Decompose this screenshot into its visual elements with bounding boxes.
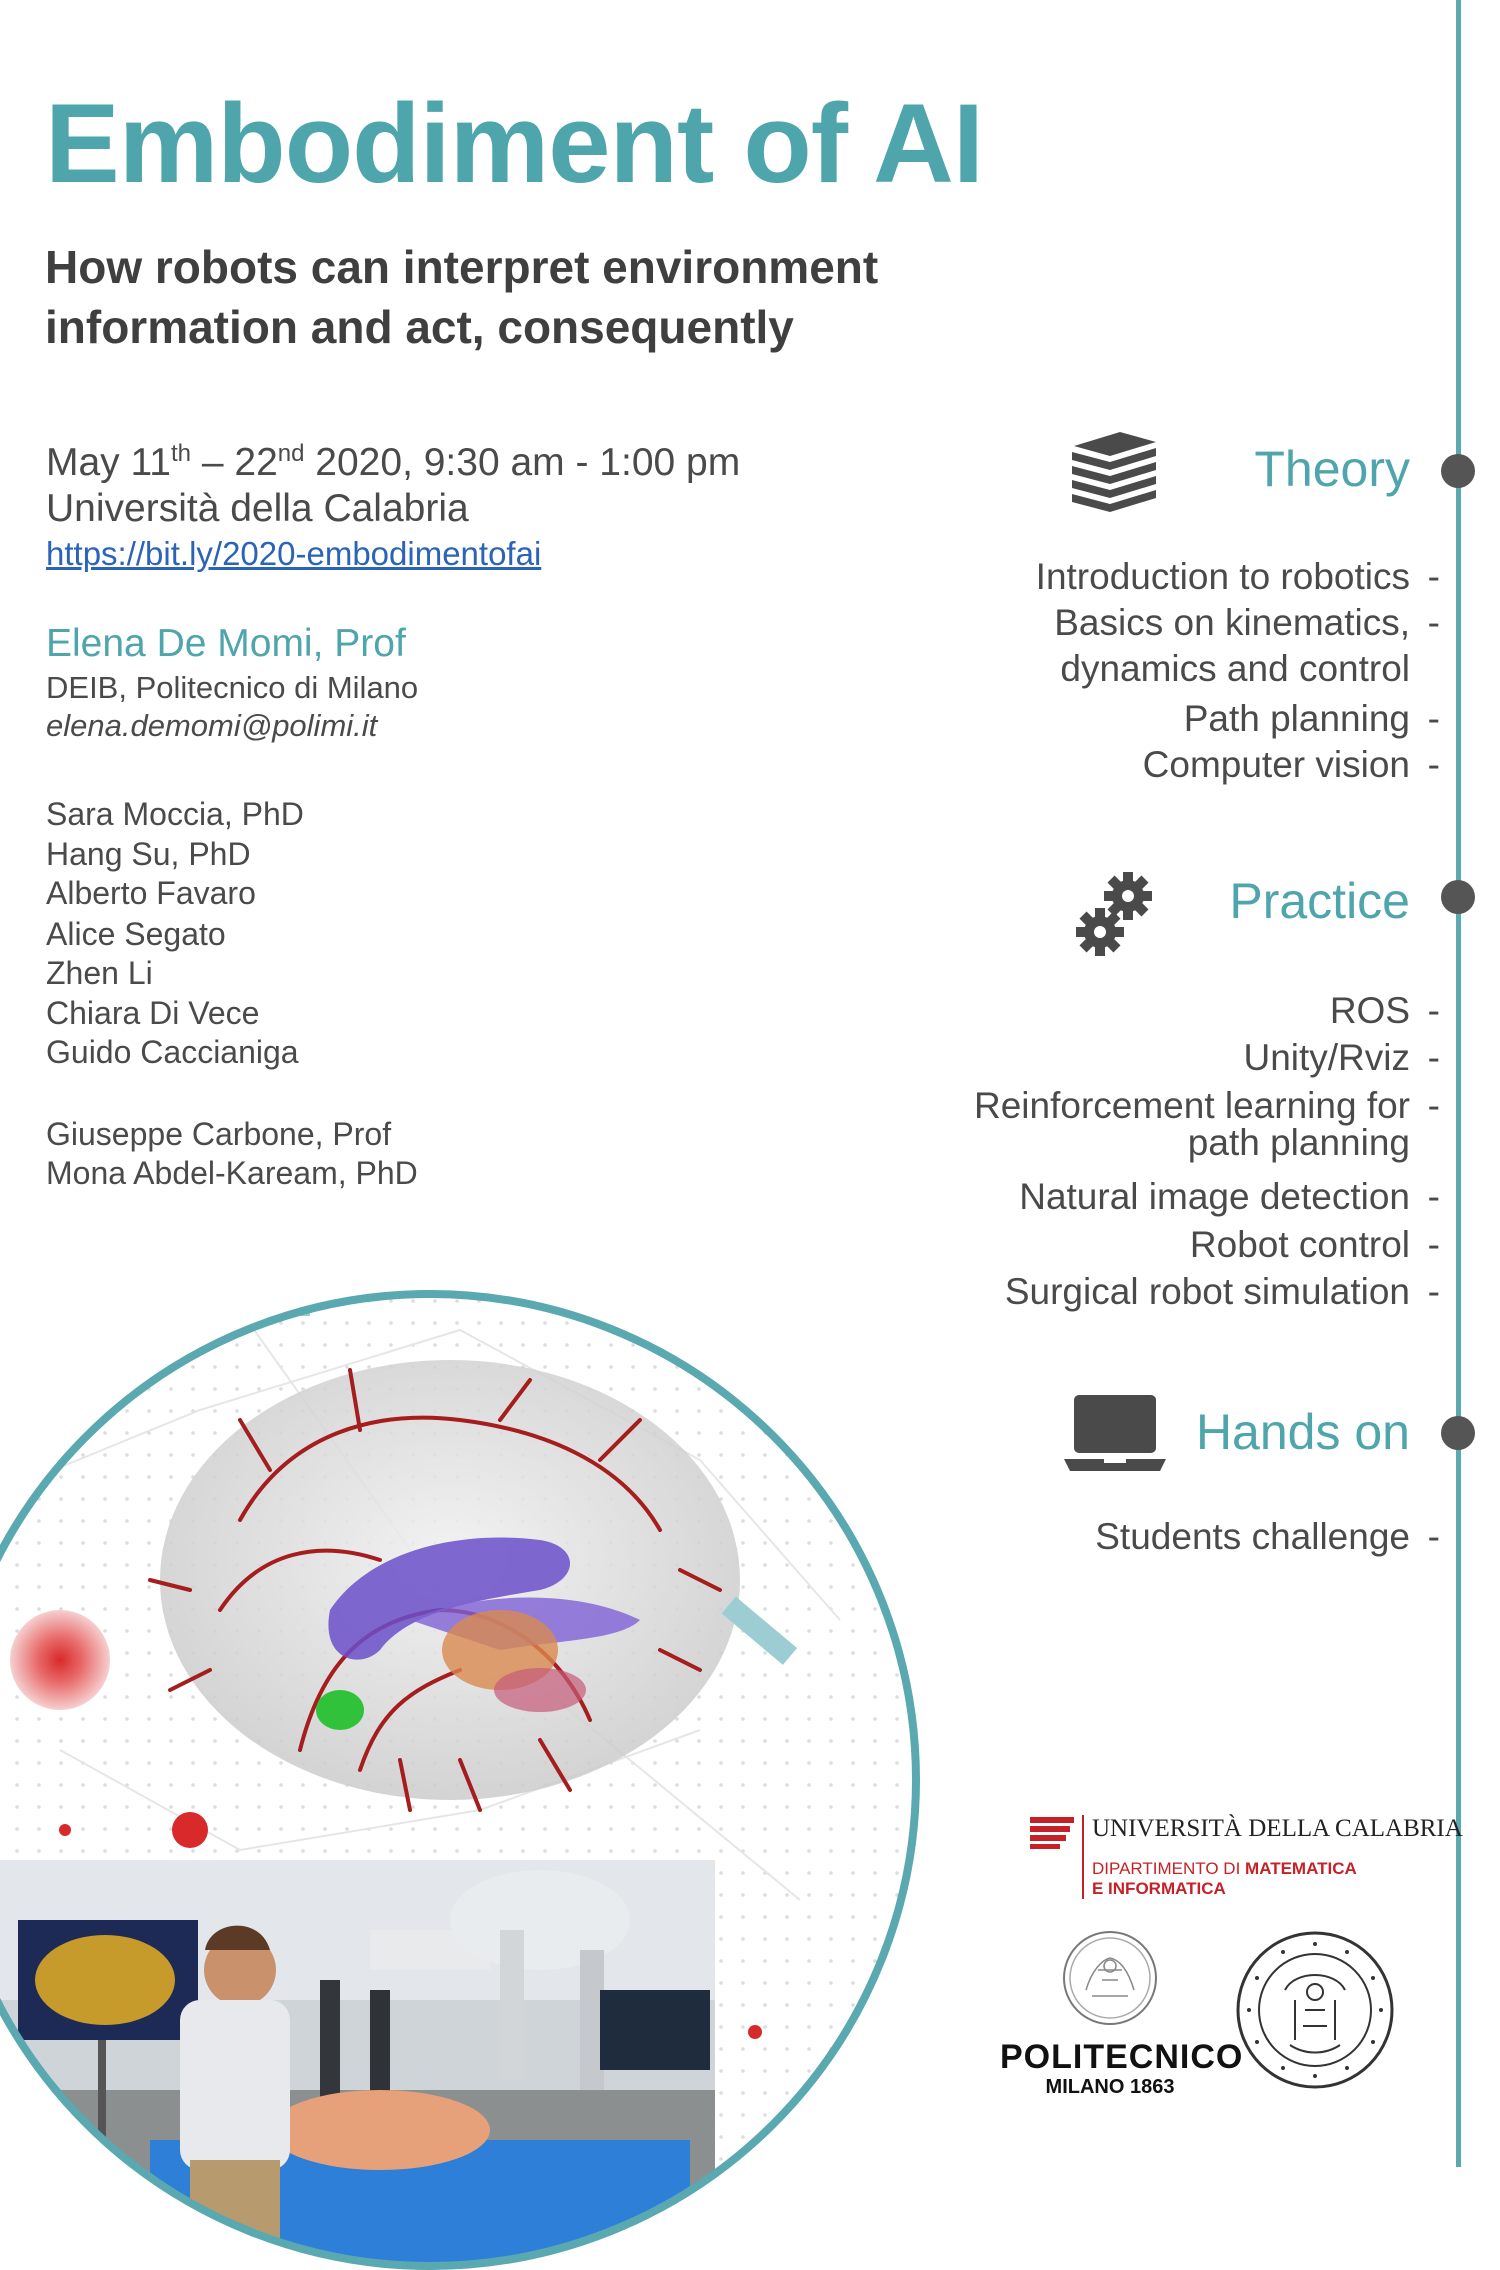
staff-member: Hang Su, PhD [46, 836, 251, 872]
practice-item: Natural image detection - [1019, 1176, 1440, 1217]
event-link[interactable]: https://bit.ly/2020-embodimentofai [46, 535, 542, 572]
staff-member: Chiara Di Vece [46, 995, 260, 1031]
practice-item: path planning [1187, 1122, 1410, 1163]
lab-photo [0, 1860, 715, 2270]
subtitle-line-1: How robots can interpret environment [45, 241, 879, 293]
theory-item: Basics on kinematics, - [1054, 602, 1440, 643]
unical-mark-icon [1030, 1817, 1074, 1849]
theory-item: dynamics and control [1060, 648, 1410, 689]
unical-divider [1082, 1815, 1084, 1899]
staff-member: Sara Moccia, PhD [46, 796, 304, 832]
univpm-seal-icon [1235, 1930, 1395, 2090]
event-venue: Università della Calabria [46, 487, 469, 530]
polimi-logo [1000, 1930, 1244, 2100]
staff-member: Guido Caccianiga [46, 1034, 299, 1070]
unical-dept-2: E INFORMATICA [1092, 1879, 1226, 1898]
staff-member: Alberto Favaro [46, 875, 256, 911]
practice-item: Unity/Rviz - [1243, 1037, 1440, 1078]
unical-logo [1030, 1815, 1463, 1905]
practice-title: Practice [1229, 873, 1410, 929]
lead-department: DEIB, Politecnico di Milano [46, 670, 419, 705]
unical-dept: DIPARTIMENTO DI MATEMATICA [1092, 1859, 1357, 1878]
circular-visual [0, 1290, 920, 2270]
books-icon [1068, 428, 1160, 514]
practice-item: Surgical robot simulation - [1004, 1271, 1440, 1312]
staff-member: Giuseppe Carbone, Prof [46, 1116, 392, 1152]
practice-item: Robot control - [1189, 1224, 1440, 1265]
timeline-dot-practice [1441, 880, 1475, 914]
polimi-name: POLITECNICO [1000, 2038, 1244, 2076]
polimi-emblem-icon [1062, 1930, 1158, 2026]
theory-title: Theory [1254, 441, 1410, 497]
staff-member: Zhen Li [46, 955, 153, 991]
unical-name: UNIVERSITÀ DELLA CALABRIA [1092, 1815, 1463, 1842]
practice-item: ROS - [1329, 990, 1440, 1031]
theory-item: Introduction to robotics - [1035, 556, 1440, 597]
lead-email: elena.demomi@polimi.it [46, 708, 378, 743]
poster-title: Embodiment of AI [45, 81, 984, 206]
gears-icon [1076, 870, 1156, 956]
laptop-icon [1062, 1393, 1168, 1475]
timeline-dot-theory [1441, 454, 1475, 488]
theory-item: Computer vision - [1142, 744, 1440, 785]
hands-on-item: Students challenge - [1095, 1516, 1440, 1557]
polimi-sub: MILANO 1863 [1045, 2076, 1175, 2098]
lead-name: Elena De Momi, Prof [46, 622, 406, 665]
staff-member: Alice Segato [46, 916, 226, 952]
theory-item: Path planning - [1183, 698, 1440, 739]
subtitle-line-2: information and act, consequently [45, 301, 794, 353]
practice-item: Reinforcement learning for - [974, 1085, 1440, 1126]
hands-on-title: Hands on [1195, 1404, 1410, 1460]
staff-member: Mona Abdel-Kaream, PhD [46, 1155, 418, 1191]
timeline-dot-hands-on [1441, 1416, 1475, 1450]
event-dates: May 11th – 22nd 2020, 9:30 am - 1:00 pm [46, 440, 741, 484]
